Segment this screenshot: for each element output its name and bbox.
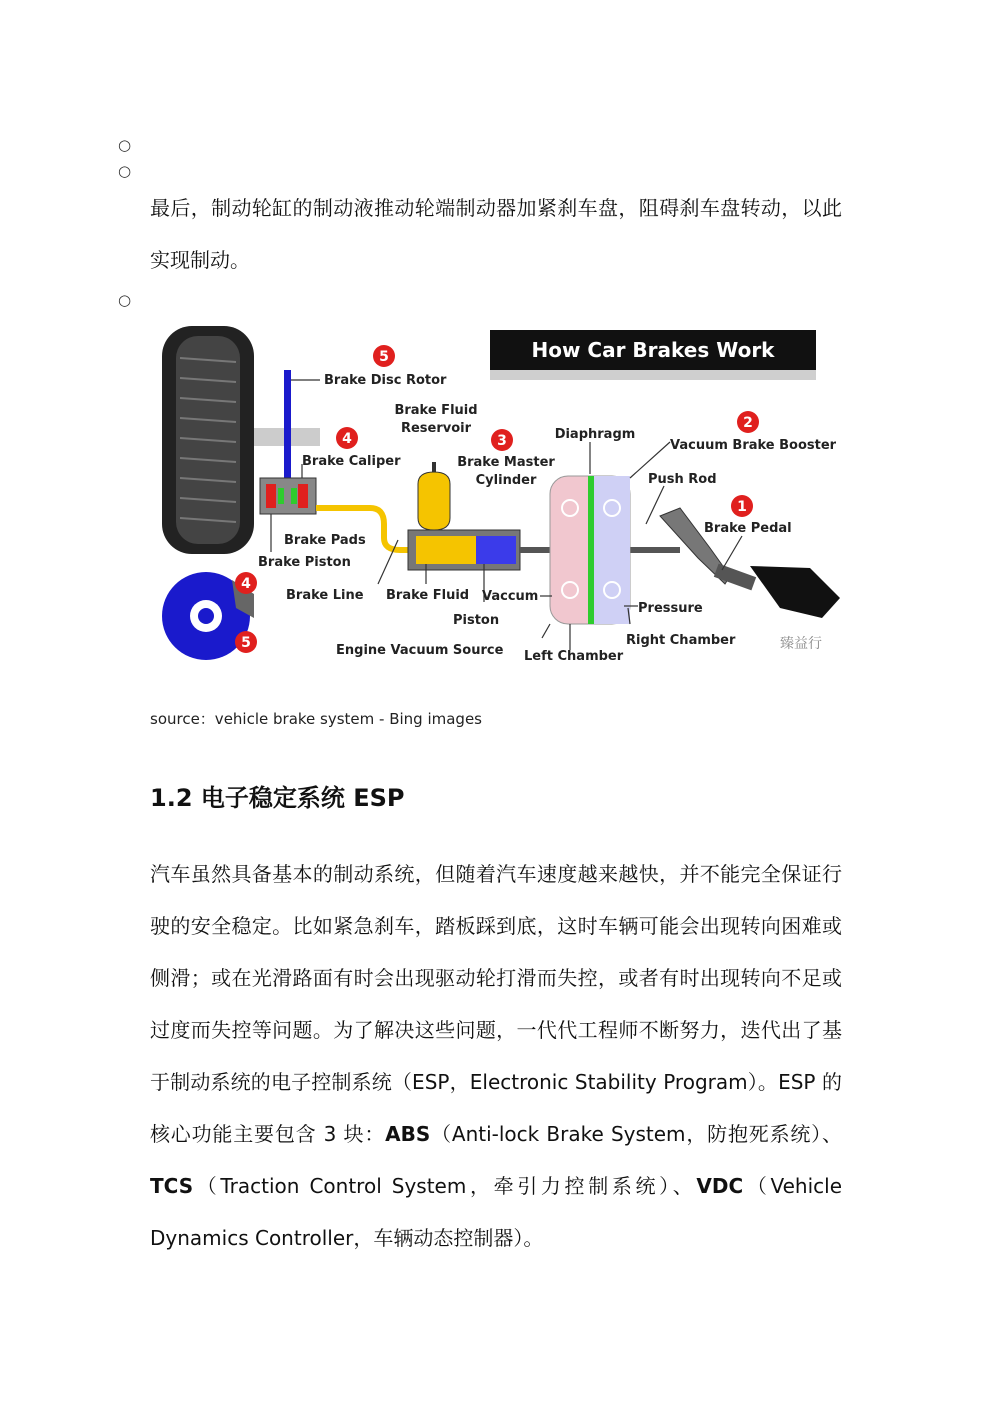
label-pads: Brake Pads [284, 533, 366, 548]
vacuum-booster-icon [550, 476, 630, 624]
tire-icon [162, 326, 254, 554]
brake-diagram [150, 318, 850, 673]
badge-4-disc [235, 572, 257, 594]
figure-caption: source：vehicle brake system - Bing images [150, 710, 482, 728]
master-cylinder-icon [408, 530, 520, 570]
badge-1 [731, 495, 753, 517]
svg-text:4: 4 [241, 576, 251, 592]
tcs-term: TCS [150, 1174, 194, 1198]
svg-text:3: 3 [497, 433, 507, 449]
badge-4-top [336, 427, 358, 449]
badge-5-top [373, 345, 395, 367]
label-reservoir-2: Reservoir [400, 421, 472, 436]
label-disc-rotor: Brake Disc Rotor [324, 373, 447, 388]
paragraph-esp [150, 848, 842, 1264]
esp-text-3: （Traction Control System，牵引力控制系统）、 [193, 1174, 697, 1198]
label-booster: Vacuum Brake Booster [670, 438, 837, 453]
esp-text-4: （Vehicle Dynamics Controller，车辆动态控制器）。 [150, 1174, 842, 1250]
section-heading: 1.2 电子稳定系统 ESP [150, 784, 405, 812]
badge-3 [491, 429, 513, 451]
label-left-chamber: Left Chamber [524, 649, 624, 664]
list-bullet: ○ [118, 136, 132, 154]
label-push-rod: Push Rod [648, 472, 717, 487]
esp-text-2: （Anti-lock Brake System，防抱死系统）、 [430, 1122, 842, 1146]
brake-diagram-figure [150, 318, 850, 673]
label-reservoir-1: Brake Fluid [394, 403, 478, 418]
label-pressure: Pressure [638, 601, 703, 616]
label-diaphragm: Diaphragm [554, 427, 636, 442]
svg-text:4: 4 [342, 431, 352, 447]
list-bullet: ○ [118, 162, 132, 180]
label-pedal: Brake Pedal [704, 521, 792, 536]
badge-5-disc [235, 631, 257, 653]
esp-text-1: 汽车虽然具备基本的制动系统，但随着汽车速度越来越快，并不能完全保证行驶的安全稳定。比如紧急刹车，踏板踩到底，这时车辆可能会出现转向困难或侧滑；或在光滑路面有时会出现驱动轮打滑而失控，或者有时出现转向不足或过度而失控等问题。为了解决这些问题，一代代工程师不断努力，迭代出了基于制动系统的电子控制系统（ESP，Electronic Stability Program）。ESP 的核心功能主要包含 3 块： [150, 862, 842, 1146]
label-engine-vacuum: Engine Vacuum Source [336, 643, 504, 658]
label-master-cyl-1: Brake Master [457, 455, 555, 470]
diagram-title: How Car Brakes Work [531, 338, 775, 362]
list-bullet: ○ [118, 291, 132, 309]
svg-text:5: 5 [379, 349, 389, 365]
paragraph-braking-final: 最后，制动轮缸的制动液推动轮端制动器加紧刹车盘，阻碍刹车盘转动，以此实现制动。 [150, 196, 842, 272]
label-caliper: Brake Caliper [302, 454, 401, 469]
svg-text:2: 2 [743, 415, 753, 431]
label-right-chamber: Right Chamber [626, 633, 736, 648]
watermark-text: 臻益行 [780, 636, 822, 652]
label-master-cyl-2: Cylinder [475, 473, 537, 488]
svg-text:5: 5 [241, 635, 251, 651]
label-line: Brake Line [286, 588, 364, 603]
svg-text:1: 1 [737, 499, 747, 515]
label-vaccum: Vaccum [482, 589, 539, 604]
vdc-term: VDC [696, 1174, 744, 1198]
caliper-icon [260, 478, 316, 514]
label-piston: Piston [453, 613, 500, 628]
badge-2 [737, 411, 759, 433]
abs-term: ABS [385, 1122, 431, 1146]
label-brake-piston: Brake Piston [258, 555, 351, 570]
label-fluid: Brake Fluid [386, 588, 470, 603]
